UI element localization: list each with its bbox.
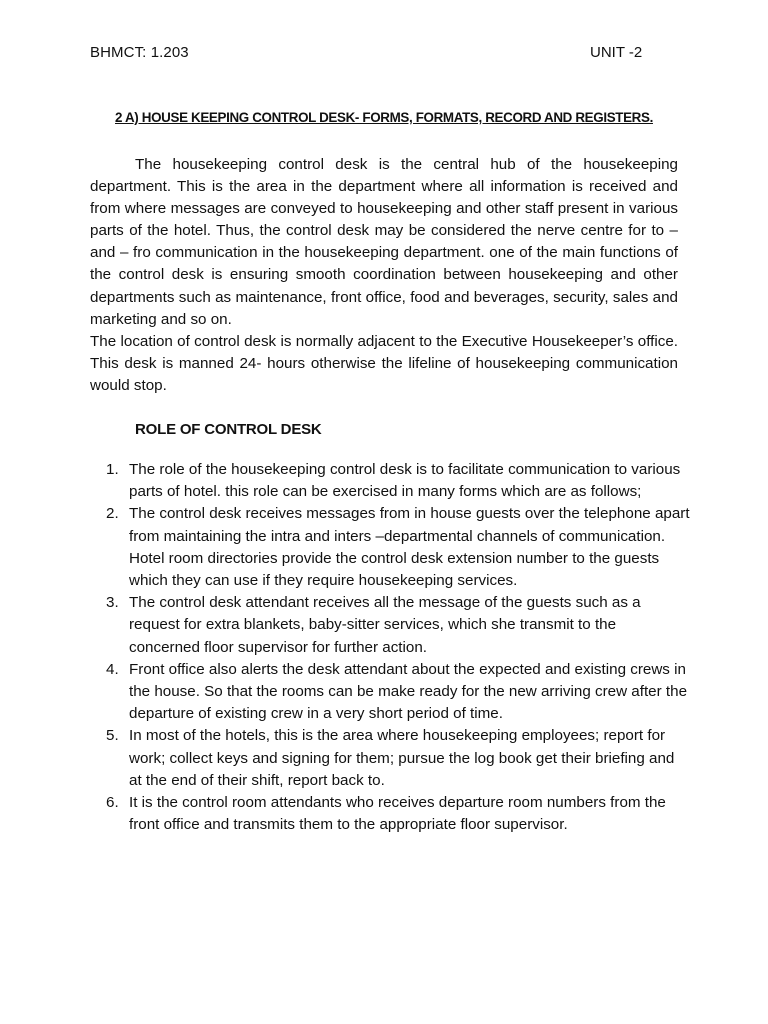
intro-paragraph: The housekeeping control desk is the central hub of the housekeeping department. This is the area in the department where all information is received and from where messages are conveyed to housekeeping and other staff present in various parts of the hotel. Thus, the control desk may be considered the nerve centre for to – and – fro communication in the housekeeping department. one of the main functions of the control desk is ensuring smooth coordination between housekeeping and other departments such as maintenance, front office, food and beverages, security, sales and marketing and so on. <box>90 156 678 328</box>
list-item <box>90 792 690 836</box>
intro-section <box>90 154 678 397</box>
role-list <box>90 459 690 836</box>
page-title: 2 A) HOUSE KEEPING CONTROL DESK- FORMS, FORMATS, RECORD AND REGISTERS. <box>115 110 653 125</box>
list-item-number: 1. <box>106 461 119 478</box>
list-item <box>90 459 690 503</box>
section-heading: ROLE OF CONTROL DESK <box>135 421 322 438</box>
course-code: BHMCT: 1.203 <box>90 44 189 61</box>
list-item <box>90 659 690 726</box>
unit-label: UNIT -2 <box>590 44 643 61</box>
list-item-number: 4. <box>106 660 119 678</box>
list-item <box>90 592 690 659</box>
list-item-text: Front office also alerts the desk attendant about the expected and existing crews in the house. So that the rooms can be make ready for the new arriving crew after the departure of existing crew in a very short period of time. <box>129 660 688 723</box>
list-item-number: 2. <box>106 505 119 523</box>
list-item-text: In most of the hotels, this is the area where housekeeping employees; report for work; collect keys and signing for them; pursue the log book get their briefing and at the end of their shift, report back to. <box>129 727 675 789</box>
list-item-text: The control desk receives messages from in house guests over the telephone apart from maintaining the intra and inters –departmental channels of communication. Hotel room directories provide the control desk extension number to the guests which they can use if they require housekeeping services. <box>129 505 690 590</box>
list-item <box>90 725 690 792</box>
list-item-number: 6. <box>106 794 119 812</box>
intro-paragraph: The location of control desk is normally adjacent to the Executive Housekeeper’s office. This desk is manned 24- hours otherwise the lifeline of housekeeping communication would stop. <box>90 332 678 394</box>
list-item-number: 5. <box>106 727 119 745</box>
list-item-text: It is the control room attendants who receives departure room numbers from the front office and transmits them to the appropriate floor supervisor. <box>129 794 666 834</box>
list-item <box>90 503 690 592</box>
list-item-text: The role of the housekeeping control desk is to facilitate communication to various parts of hotel. this role can be exercised in many forms which are as follows; <box>129 461 681 501</box>
list-item-number: 3. <box>106 594 119 612</box>
list-item-text: The control desk attendant receives all the message of the guests such as a request for extra blankets, baby-sitter services, which she transmit to the concerned floor supervisor for further action. <box>129 594 641 656</box>
